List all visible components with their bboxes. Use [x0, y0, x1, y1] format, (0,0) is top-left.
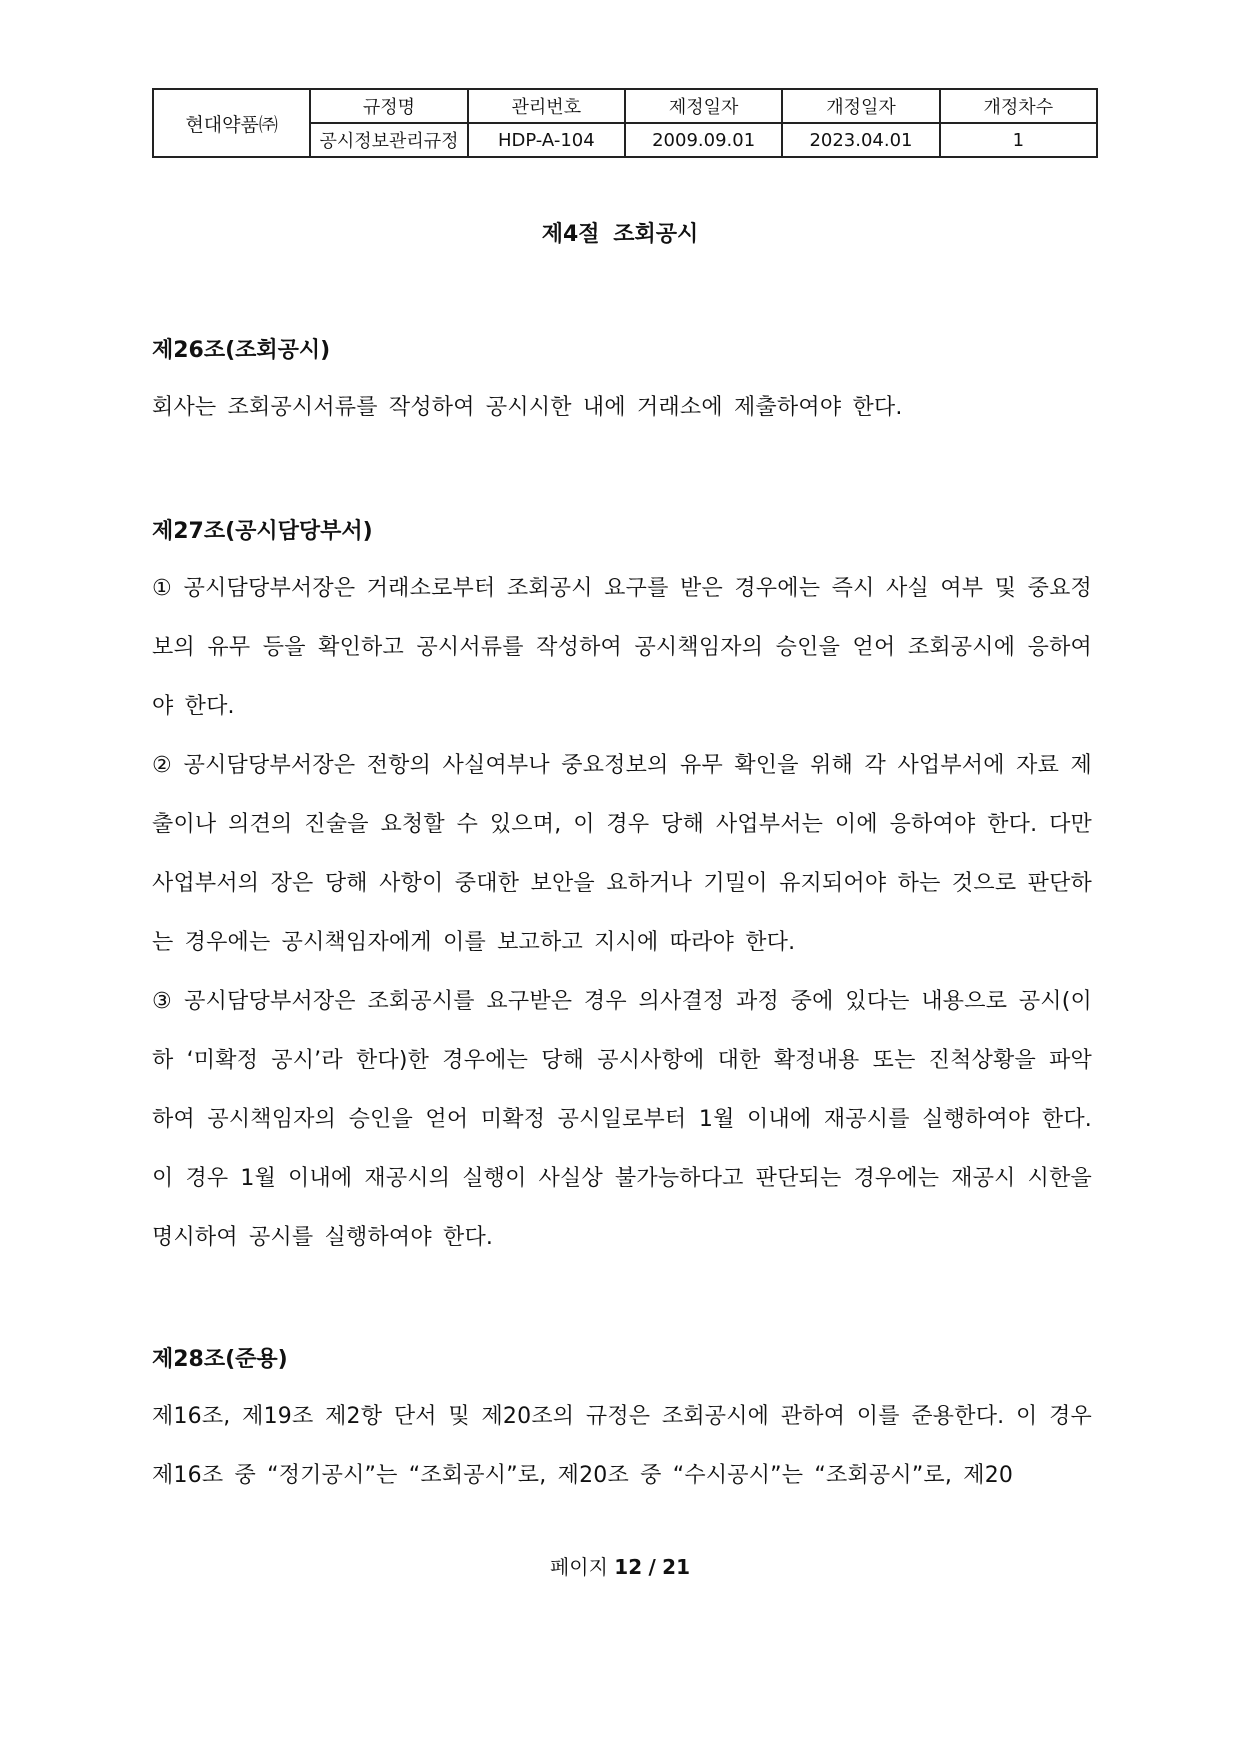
header-label-regulation-name: 규정명 — [310, 89, 467, 123]
article-paragraph: 회사는 조회공시서류를 작성하여 공시시한 내에 거래소에 제출하여야 한다. — [152, 395, 903, 420]
header-value-enactment-date: 2009.09.01 — [625, 123, 782, 157]
company-name: 현대약품㈜ — [153, 89, 310, 157]
page-current: 12 — [614, 1555, 643, 1579]
article-26 — [152, 334, 1092, 437]
page-separator: / — [648, 1555, 656, 1579]
page-total: 21 — [662, 1555, 691, 1579]
article-paragraph: ① 공시담당부서장은 거래소로부터 조회공시 요구를 받은 경우에는 즉시 사실 여부 및 중요정보의 유무 등을 확인하고 공시서류를 작성하여 공시책임자의 승인을 얻어 조회공시에 응하여야 한다. — [152, 576, 1092, 719]
header-value-revision-count: 1 — [940, 123, 1097, 157]
article-28 — [152, 1343, 1092, 1505]
header-row-labels — [153, 89, 1097, 123]
header-label-management-number: 관리번호 — [468, 89, 625, 123]
article-27 — [152, 515, 1092, 1267]
header-value-management-number: HDP-A-104 — [468, 123, 625, 157]
article-title: 제27조(공시담당부서) — [152, 519, 373, 544]
chapter-title: 제4절 조회공시 — [541, 222, 699, 247]
header-label-revision-date: 개정일자 — [782, 89, 939, 123]
header-value-revision-date: 2023.04.01 — [782, 123, 939, 157]
document-header-table — [152, 88, 1098, 158]
header-label-enactment-date: 제정일자 — [625, 89, 782, 123]
article-paragraph: ② 공시담당부서장은 전항의 사실여부나 중요정보의 유무 확인을 위해 각 사업부서에 자료 제출이나 의견의 진술을 요청할 수 있으며, 이 경우 당해 사업부서는 이에 응하여야 한다. 다만 사업부서의 장은 당해 사항이 중대한 보안을 요하거나 기밀이 유지되어야 하는 것으로 판단하는 경우에는 공시책임자에게 이를 보고하고 지시에 따라야 한다. — [152, 753, 1092, 955]
article-paragraph: ③ 공시담당부서장은 조회공시를 요구받은 경우 의사결정 과정 중에 있다는 내용으로 공시(이하 ‘미확정 공시’라 한다)한 경우에는 당해 공시사항에 대한 확정내용 또는 진척상황을 파악하여 공시책임자의 승인을 얻어 미확정 공시일로부터 1월 이내에 재공시를 실행하여야 한다. 이 경우 1월 이내에 재공시의 실행이 사실상 불가능하다고 판단되는 경우에는 재공시 시한을 명시하여 공시를 실행하여야 한다. — [152, 989, 1092, 1250]
header-label-revision-count: 개정차수 — [940, 89, 1097, 123]
article-title: 제26조(조회공시) — [152, 338, 331, 363]
article-title: 제28조(준용) — [152, 1347, 288, 1372]
header-value-regulation-name: 공시정보관리규정 — [310, 123, 467, 157]
page-number — [0, 1552, 1240, 1582]
page-label: 페이지 — [549, 1555, 608, 1579]
article-paragraph: 제16조, 제19조 제2항 단서 및 제20조의 규정은 조회공시에 관하여 이를 준용한다. 이 경우 제16조 중 “정기공시”는 “조회공시”로, 제20조 중 “수시공시”는 “조회공시”로, 제20 — [152, 1404, 1092, 1488]
